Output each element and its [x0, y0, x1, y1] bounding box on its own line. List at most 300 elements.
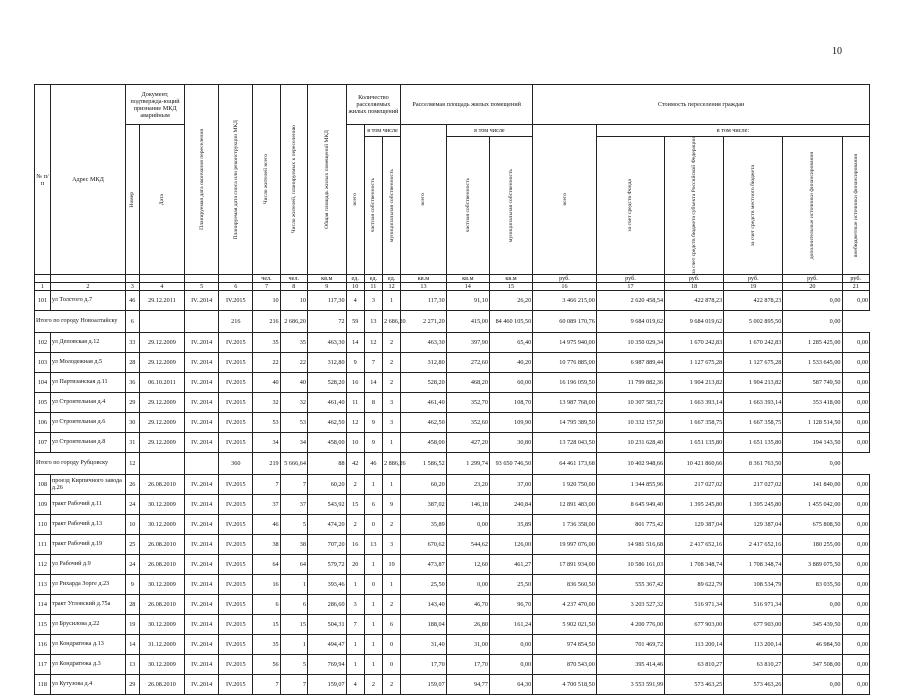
table-cell: IV..2014: [185, 413, 219, 433]
table-cell: 16 196 059,50: [533, 373, 597, 393]
table-cell: 6: [364, 495, 382, 515]
subtotal-cell: [185, 453, 219, 475]
table-cell: 60,00: [489, 373, 532, 393]
table-cell: 1: [346, 635, 364, 655]
table-cell: 113 200,14: [724, 635, 783, 655]
table-cell: 468,20: [446, 373, 489, 393]
table-cell: 35,89: [489, 515, 532, 535]
header-local-budget: за счет средств местного бюджета: [724, 137, 783, 275]
table-cell: 0: [382, 635, 400, 655]
column-index-cell: 16: [533, 283, 597, 291]
units-row: [35, 275, 870, 283]
table-cell: 1 395 245,80: [665, 495, 724, 515]
table-cell: 0,00: [842, 655, 870, 675]
table-cell: 103: [35, 353, 51, 373]
table-cell: 528,20: [401, 373, 446, 393]
table-cell: 117,30: [401, 291, 446, 311]
table-cell: 117,30: [307, 291, 346, 311]
table-cell: 10: [346, 433, 364, 453]
table-cell: 116: [35, 635, 51, 655]
unit-cell: ед.: [364, 275, 382, 283]
table-cell: 31.12.2009: [139, 635, 185, 655]
table-cell: 8: [364, 393, 382, 413]
unit-cell: ед.: [382, 275, 400, 283]
table-cell: 24: [125, 555, 139, 575]
table-cell: 395 414,46: [596, 655, 664, 675]
table-cell: 7: [253, 475, 280, 495]
table-cell: 474,20: [307, 515, 346, 535]
table-cell: 29.12.2009: [139, 393, 185, 413]
table-cell: 1 667 358,75: [665, 413, 724, 433]
table-cell: 96,70: [489, 595, 532, 615]
table-cell: 13: [364, 535, 382, 555]
table-cell: 46: [253, 515, 280, 535]
table-cell: 30.12.2009: [139, 515, 185, 535]
table-row: [35, 495, 870, 515]
unit-cell: кв.м: [307, 275, 346, 283]
table-cell: 1: [364, 635, 382, 655]
table-cell: 461,27: [489, 555, 532, 575]
table-cell: 14: [346, 333, 364, 353]
table-cell: 3 889 075,50: [783, 555, 842, 575]
table-cell: 31,40: [401, 635, 446, 655]
table-cell: 458,00: [307, 433, 346, 453]
table-cell: 677 903,00: [724, 615, 783, 635]
subtotal-cell: [185, 311, 219, 333]
table-cell: 1 708 348,74: [665, 555, 724, 575]
subtotal-cell: 46: [364, 453, 382, 475]
table-cell: 63 810,27: [724, 655, 783, 675]
table-cell: 109,90: [489, 413, 532, 433]
table-cell: 31: [125, 433, 139, 453]
table-cell: 2 417 652,16: [724, 535, 783, 555]
table-cell: 30.12.2009: [139, 495, 185, 515]
column-index-cell: 9: [307, 283, 346, 291]
table-cell: 46: [125, 291, 139, 311]
table-cell: 29.12.2009: [139, 433, 185, 453]
unit-cell: кв.м: [489, 275, 532, 283]
table-cell: 29: [125, 393, 139, 413]
table-cell: 14: [125, 635, 139, 655]
table-cell: 0: [364, 575, 382, 595]
subtotal-cell: 88: [307, 453, 346, 475]
table-cell: IV..2014: [185, 495, 219, 515]
address-cell: тракт Угловский д.75а: [50, 595, 125, 615]
table-cell: 40: [253, 373, 280, 393]
table-cell: 14 795 389,50: [533, 413, 597, 433]
table-cell: IV.2015: [219, 675, 253, 695]
table-cell: IV..2014: [185, 595, 219, 615]
table-cell: 113: [35, 575, 51, 595]
table-cell: IV.2015: [219, 393, 253, 413]
header-residents-total: Число жителей всего: [253, 85, 280, 275]
table-cell: IV.2015: [219, 373, 253, 393]
table-cell: 0,00: [446, 515, 489, 535]
resettlement-table: [34, 84, 870, 695]
table-cell: 28: [125, 595, 139, 615]
table-cell: 108,70: [489, 393, 532, 413]
table-cell: 141 840,00: [783, 475, 842, 495]
table-cell: 10 231 628,40: [596, 433, 664, 453]
table-cell: 836 560,50: [533, 575, 597, 595]
table-cell: 32: [280, 393, 307, 413]
table-cell: 3 466 215,00: [533, 291, 597, 311]
table-cell: 0,00: [489, 635, 532, 655]
table-cell: 19: [125, 615, 139, 635]
header-cost-total: всего: [533, 125, 597, 275]
table-cell: 427,20: [446, 433, 489, 453]
table-cell: 35: [253, 333, 280, 353]
table-cell: 17 891 934,00: [533, 555, 597, 575]
table-cell: 2: [382, 595, 400, 615]
table-cell: 3 553 591,99: [596, 675, 664, 695]
address-cell: ул Строительная д.4: [50, 393, 125, 413]
table-cell: 143,40: [401, 595, 446, 615]
table-cell: 22: [280, 353, 307, 373]
table-cell: 23,20: [446, 475, 489, 495]
table-cell: 10: [253, 291, 280, 311]
table-cell: 111: [35, 535, 51, 555]
table-cell: 108: [35, 475, 51, 495]
table-cell: IV..2014: [185, 333, 219, 353]
table-cell: 1: [382, 433, 400, 453]
table-cell: 37: [280, 495, 307, 515]
table-cell: 0,00: [842, 575, 870, 595]
table-cell: 1 285 425,00: [783, 333, 842, 353]
table-cell: 94,77: [446, 675, 489, 695]
table-cell: 0,00: [783, 675, 842, 695]
table-cell: 14: [364, 373, 382, 393]
unit-cell: [50, 275, 125, 283]
header-address: Адрес МКД: [50, 85, 125, 275]
table-cell: 5: [280, 515, 307, 535]
table-cell: 113 200,14: [665, 635, 724, 655]
table-cell: 1 127 675,28: [665, 353, 724, 373]
subtotal-cell: 415,00: [446, 311, 489, 333]
table-cell: IV.2015: [219, 555, 253, 575]
table-cell: 10 332 157,50: [596, 413, 664, 433]
table-cell: IV.2015: [219, 291, 253, 311]
table-cell: 587 749,50: [783, 373, 842, 393]
table-cell: 1 128 514,50: [783, 413, 842, 433]
table-cell: 3: [346, 595, 364, 615]
table-cell: 2: [382, 373, 400, 393]
table-cell: 352,60: [446, 413, 489, 433]
table-cell: 345 439,50: [783, 615, 842, 635]
table-cell: 101: [35, 291, 51, 311]
subtotal-cell: 93 650 746,50: [489, 453, 532, 475]
table-cell: 31,00: [446, 635, 489, 655]
table-cell: 1 395 245,80: [724, 495, 783, 515]
table-cell: 0,00: [842, 353, 870, 373]
table-cell: 114: [35, 595, 51, 615]
table-cell: IV.2015: [219, 535, 253, 555]
table-cell: 30: [125, 413, 139, 433]
subtotal-cell: 42: [346, 453, 364, 475]
table-cell: 0,00: [842, 615, 870, 635]
table-cell: 1 651 135,80: [665, 433, 724, 453]
subtotal-cell: 0,00: [783, 311, 842, 333]
header-doc-date: Дата: [139, 125, 185, 275]
table-cell: 347 508,00: [783, 655, 842, 675]
header-cost-of-which: в том числе:: [596, 125, 869, 137]
table-cell: IV..2014: [185, 535, 219, 555]
table-cell: 10: [280, 291, 307, 311]
table-cell: 7: [253, 675, 280, 695]
table-cell: 5 902 021,50: [533, 615, 597, 635]
table-cell: IV..2014: [185, 555, 219, 575]
table-cell: 461,40: [401, 393, 446, 413]
table-cell: 34: [280, 433, 307, 453]
header-total-area: Общая площадь жилых помещений МКД: [307, 85, 346, 275]
table-cell: 29.12.2009: [139, 333, 185, 353]
address-cell: ул Кондратюка д.3: [50, 655, 125, 675]
table-cell: 7: [346, 615, 364, 635]
address-cell: тракт Рабочий д.19: [50, 535, 125, 555]
subtotal-cell: 216: [253, 311, 280, 333]
table-cell: 543,92: [307, 495, 346, 515]
table-cell: 64,30: [489, 675, 532, 695]
table-cell: 35,89: [401, 515, 446, 535]
address-cell: ул Рабочий д.9: [50, 555, 125, 575]
table-cell: 38: [253, 535, 280, 555]
subtotal-cell: 219: [253, 453, 280, 475]
table-cell: 677 903,00: [665, 615, 724, 635]
table-row: [35, 575, 870, 595]
table-cell: 105: [35, 393, 51, 413]
table-cell: 9: [125, 575, 139, 595]
table-cell: 17,70: [446, 655, 489, 675]
header-rooms-of-which: в том числе: [364, 125, 400, 137]
table-cell: 4 237 470,00: [533, 595, 597, 615]
table-cell: IV.2015: [219, 333, 253, 353]
table-cell: 1 663 393,14: [665, 393, 724, 413]
table-cell: 16: [253, 575, 280, 595]
column-index-cell: 12: [382, 283, 400, 291]
table-cell: 36: [125, 373, 139, 393]
table-cell: 6: [382, 615, 400, 635]
table-cell: 28: [125, 353, 139, 373]
table-cell: 63 810,27: [665, 655, 724, 675]
table-cell: 25,50: [401, 575, 446, 595]
table-cell: 2: [382, 675, 400, 695]
unit-cell: чел.: [280, 275, 307, 283]
table-cell: 159,07: [401, 675, 446, 695]
table-cell: 26,20: [489, 291, 532, 311]
header-extra-financing: дополнительные источники финансирования: [783, 137, 842, 275]
table-cell: 9: [364, 433, 382, 453]
table-cell: IV..2014: [185, 575, 219, 595]
table-cell: 0,00: [783, 595, 842, 615]
table-cell: 37: [253, 495, 280, 515]
table-cell: 353 418,00: [783, 393, 842, 413]
table-cell: 26.08.2010: [139, 595, 185, 615]
table-cell: 573 463,25: [665, 675, 724, 695]
subtotal-cell: 59: [346, 311, 364, 333]
table-cell: IV..2014: [185, 635, 219, 655]
table-cell: 463,30: [307, 333, 346, 353]
table-cell: 504,31: [307, 615, 346, 635]
table-cell: 1 455 042,00: [783, 495, 842, 515]
table-row: [35, 475, 870, 495]
table-cell: 146,18: [446, 495, 489, 515]
table-cell: 112: [35, 555, 51, 575]
table-cell: 397,90: [446, 333, 489, 353]
table-cell: 10 776 885,00: [533, 353, 597, 373]
column-index-cell: 11: [364, 283, 382, 291]
table-cell: 15: [253, 615, 280, 635]
table-cell: 462,50: [307, 413, 346, 433]
address-cell: ул Брусилова д.22: [50, 615, 125, 635]
table-cell: 60,20: [307, 475, 346, 495]
table-cell: 1 670 242,83: [724, 333, 783, 353]
table-cell: 3: [364, 291, 382, 311]
table-cell: 1: [364, 615, 382, 635]
table-cell: 675 808,50: [783, 515, 842, 535]
table-cell: 3 203 527,32: [596, 595, 664, 615]
table-cell: 387,02: [401, 495, 446, 515]
table-cell: 29: [125, 675, 139, 695]
table-cell: 26.08.2010: [139, 475, 185, 495]
table-cell: IV.2015: [219, 595, 253, 615]
table-cell: 65,40: [489, 333, 532, 353]
table-row: [35, 635, 870, 655]
table-cell: IV.2015: [219, 475, 253, 495]
table-cell: 1: [364, 655, 382, 675]
table-cell: 12: [346, 413, 364, 433]
subtotal-cell: 9 684 019,62: [665, 311, 724, 333]
table-body: [35, 291, 870, 695]
table-cell: IV.2015: [219, 615, 253, 635]
header-rooms-private: частная собственность: [364, 137, 382, 275]
table-cell: 64: [253, 555, 280, 575]
table-cell: 30.12.2009: [139, 655, 185, 675]
table-cell: 1 904 213,82: [724, 373, 783, 393]
header-rooms-municipal: муниципальная собственность: [382, 137, 400, 275]
table-cell: 670,62: [401, 535, 446, 555]
table-cell: 12: [364, 333, 382, 353]
subtotal-cell: 1 299,74: [446, 453, 489, 475]
table-cell: 46 984,50: [783, 635, 842, 655]
unit-cell: чел.: [253, 275, 280, 283]
table-cell: 13: [125, 655, 139, 675]
unit-cell: руб.: [783, 275, 842, 283]
table-cell: IV.2015: [219, 635, 253, 655]
table-cell: 1 344 855,96: [596, 475, 664, 495]
table-cell: 573 463,26: [724, 675, 783, 695]
table-cell: 29.12.2009: [139, 353, 185, 373]
table-cell: 286,60: [307, 595, 346, 615]
table-row: [35, 373, 870, 393]
table-cell: 6 987 889,44: [596, 353, 664, 373]
table-cell: IV.2015: [219, 495, 253, 515]
table-cell: 115: [35, 615, 51, 635]
table-cell: IV..2014: [185, 373, 219, 393]
table-cell: 974 854,50: [533, 635, 597, 655]
table-cell: 1: [280, 575, 307, 595]
unit-cell: руб.: [596, 275, 664, 283]
column-index-cell: 4: [139, 283, 185, 291]
table-row: [35, 433, 870, 453]
table-cell: IV..2014: [185, 475, 219, 495]
table-cell: 458,00: [401, 433, 446, 453]
subtotal-cell: 216: [219, 311, 253, 333]
table-cell: 129 387,04: [665, 515, 724, 535]
table-row: [35, 555, 870, 575]
subtotal-cell: 84 460 105,50: [489, 311, 532, 333]
table-cell: 1 708 348,74: [724, 555, 783, 575]
table-cell: 2: [346, 475, 364, 495]
table-cell: 0,00: [842, 515, 870, 535]
table-cell: 2: [382, 353, 400, 373]
column-index-cell: 7: [253, 283, 280, 291]
table-cell: 26.08.2010: [139, 535, 185, 555]
table-cell: 0,00: [842, 535, 870, 555]
table-cell: IV.2015: [219, 413, 253, 433]
table-cell: 463,30: [401, 333, 446, 353]
table-cell: 1: [382, 575, 400, 595]
table-row: [35, 615, 870, 635]
table-cell: 1 533 645,00: [783, 353, 842, 373]
table-cell: 0,00: [842, 475, 870, 495]
subtotal-row: [35, 311, 870, 333]
table-cell: 188,04: [401, 615, 446, 635]
subtotal-cell: 72: [307, 311, 346, 333]
subtotal-cell: 12: [125, 453, 139, 475]
table-cell: 129 387,04: [724, 515, 783, 535]
table-cell: 106: [35, 413, 51, 433]
table-cell: 0,00: [842, 291, 870, 311]
subtotal-cell: 13: [364, 311, 382, 333]
column-index-cell: 8: [280, 283, 307, 291]
table-cell: 13 987 768,00: [533, 393, 597, 413]
subtotal-cell: 360: [219, 453, 253, 475]
table-cell: 161,24: [489, 615, 532, 635]
table-cell: 25: [125, 535, 139, 555]
table-cell: 217 027,02: [665, 475, 724, 495]
table-cell: 1: [364, 555, 382, 575]
table-cell: 1: [382, 291, 400, 311]
header-planned-end: Планируемая дата окончания переселения: [185, 85, 219, 275]
subtotal-cell: 9 684 019,62: [596, 311, 664, 333]
table-cell: 117: [35, 655, 51, 675]
table-cell: 102: [35, 333, 51, 353]
table-cell: 870 543,00: [533, 655, 597, 675]
table-cell: IV..2014: [185, 655, 219, 675]
table-row: [35, 675, 870, 695]
table-cell: 0: [364, 515, 382, 535]
table-row: [35, 333, 870, 353]
table-cell: 3: [382, 393, 400, 413]
unit-cell: кв.м: [401, 275, 446, 283]
table-cell: IV.2015: [219, 575, 253, 595]
header-area-private: частная собственность: [446, 137, 489, 275]
table-cell: 4: [346, 291, 364, 311]
subtotal-label: Итого по городу Рубцовску: [35, 453, 126, 475]
address-cell: ул Толстого д.7: [50, 291, 125, 311]
address-cell: ул Партизанская д.11: [50, 373, 125, 393]
table-row: [35, 413, 870, 433]
table-row: [35, 291, 870, 311]
unit-cell: [219, 275, 253, 283]
table-cell: 11 799 882,36: [596, 373, 664, 393]
table-cell: 83 035,50: [783, 575, 842, 595]
table-row: [35, 595, 870, 615]
table-cell: IV.2015: [219, 353, 253, 373]
table-cell: 801 775,42: [596, 515, 664, 535]
address-cell: ул Деповская д.12: [50, 333, 125, 353]
table-cell: 194 143,50: [783, 433, 842, 453]
